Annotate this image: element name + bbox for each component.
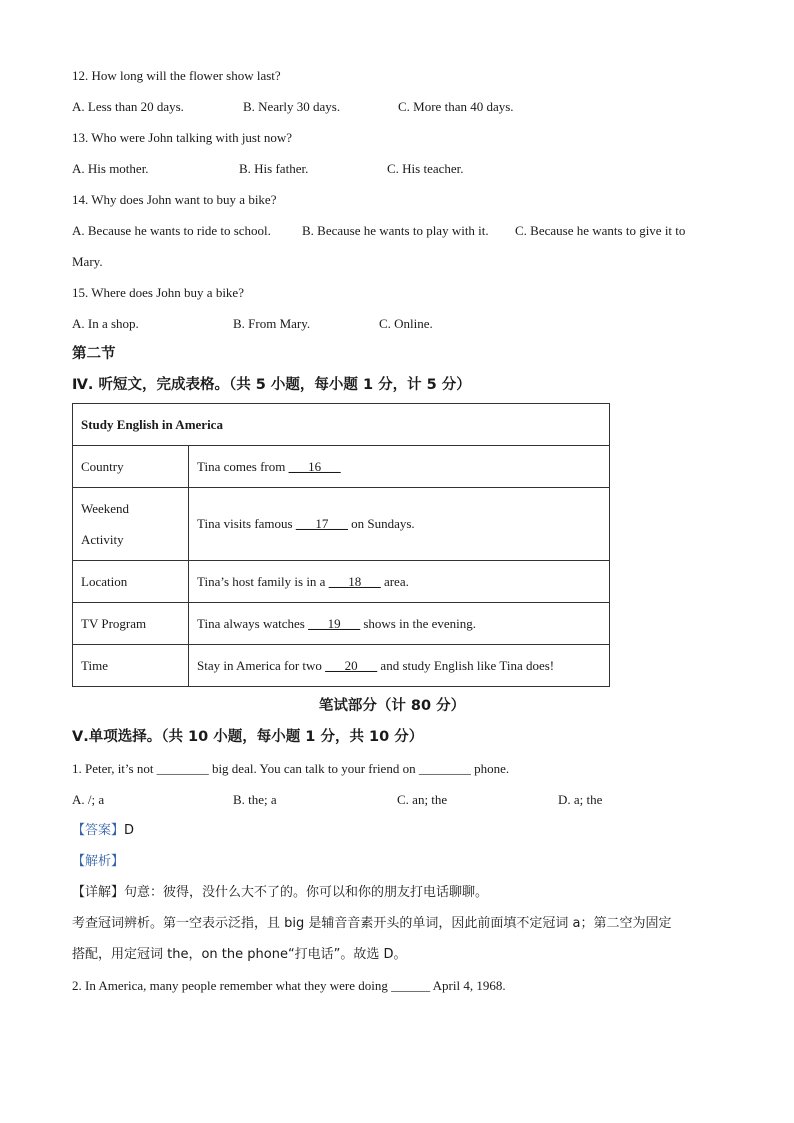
table-row: [73, 561, 610, 603]
row-text-after: on Sundays.: [347, 516, 415, 531]
option-15-b: B. From Mary.: [233, 316, 311, 331]
row-content-country: [189, 446, 610, 488]
question-15: 15. Where does John buy a bike?: [72, 285, 244, 300]
option-15-c: C. Online.: [379, 316, 433, 331]
options-14: [72, 215, 722, 246]
table-row: [73, 488, 610, 561]
option-13-a: A. His mother.: [72, 161, 149, 176]
table-row: [73, 645, 610, 687]
option-13-c: C. His teacher.: [387, 161, 464, 176]
option-14-b: B. Because he wants to play with it.: [302, 223, 489, 238]
question-13: 13. Who were John talking with just now?: [72, 130, 293, 145]
answer-value: D: [124, 823, 135, 838]
option-15-a: A. In a shop.: [72, 316, 139, 331]
detail-text: 句意：彼得，没什么大不了的。你可以和你的朋友打电话聊聊。: [124, 885, 489, 900]
explanation-line-2: 搭配，用定冠词 the，on the phone“打电话”。故选 D。: [72, 947, 407, 962]
question-12: 12. How long will the flower show last?: [72, 68, 281, 83]
option-1-c: C. an; the: [397, 792, 448, 807]
row-label-time: Time: [73, 645, 189, 687]
row-text: Tina always watches: [197, 615, 309, 631]
options-1: [72, 784, 722, 815]
option-1-b: B. the; a: [233, 792, 277, 807]
row-text-after: and study English like Tina does!: [377, 657, 555, 673]
blank-17[interactable]: ___17___: [295, 516, 348, 531]
row-content-tv-program: [189, 603, 610, 645]
blank-19[interactable]: ___19___: [308, 615, 361, 631]
section-2-heading: 第二节: [72, 346, 116, 362]
detail-line: [72, 877, 722, 908]
table-row: [73, 603, 610, 645]
option-12-a: A. Less than 20 days.: [72, 99, 184, 114]
row-label-country: Country: [73, 446, 189, 488]
option-12-b: B. Nearly 30 days.: [243, 99, 341, 114]
row-label-tv-program: TV Program: [73, 603, 189, 645]
options-15: [72, 308, 722, 339]
blank-20[interactable]: ___20___: [325, 657, 378, 673]
row-text: Stay in America for two: [197, 657, 326, 673]
question-1: 1. Peter, it’s not ________ big deal. You can talk to your friend on ________ phone.: [72, 761, 510, 776]
question-2: 2. In America, many people remember what they were doing ______ April 4, 1968.: [72, 978, 506, 993]
written-part-heading: 笔试部分（计 80 分）: [318, 698, 466, 714]
row-label-weekend-activity: [73, 488, 189, 561]
blank-18[interactable]: ___18___: [328, 573, 381, 589]
document-page: [72, 60, 722, 1001]
answer-label: 【答案】: [72, 823, 125, 838]
study-english-table: [72, 403, 610, 687]
row-text: Tina visits famous: [197, 516, 296, 531]
detail-label: 【详解】: [72, 885, 125, 900]
row-text-after: area.: [380, 573, 409, 589]
option-14-c-continuation: Mary.: [72, 254, 103, 269]
row-label-line-2: Activity: [81, 532, 124, 547]
row-content-location: [189, 561, 610, 603]
row-content-time: [189, 645, 610, 687]
answer-line: [72, 815, 722, 846]
row-text: Tina comes from: [197, 458, 289, 474]
row-text-after: shows in the evening.: [360, 615, 476, 631]
option-1-d: D. a; the: [558, 792, 603, 807]
question-14: 14. Why does John want to buy a bike?: [72, 192, 277, 207]
option-13-b: B. His father.: [239, 161, 309, 176]
table-title: Study English in America: [73, 404, 610, 446]
row-content-weekend-activity: [189, 488, 610, 561]
row-label-line-1: Weekend: [81, 501, 130, 516]
row-label-location: Location: [73, 561, 189, 603]
option-1-a: A. /; a: [72, 792, 105, 807]
table-row: [73, 446, 610, 488]
explanation-line-1: 考查冠词辨析。第一空表示泛指，且 big 是辅音音素开头的单词，因此前面填不定冠词 a；第二空为固定: [72, 916, 672, 931]
section-4-heading: Ⅳ. 听短文，完成表格。（共 5 小题，每小题 1 分，计 5 分）: [72, 377, 471, 393]
option-12-c: C. More than 40 days.: [398, 99, 514, 114]
analysis-label: 【解析】: [72, 854, 125, 869]
options-12: [72, 91, 722, 122]
option-14-c: C. Because he wants to give it to: [515, 223, 686, 238]
blank-16[interactable]: ___16___: [288, 458, 341, 474]
row-text: Tina’s host family is in a: [197, 573, 329, 589]
option-14-a: A. Because he wants to ride to school.: [72, 223, 271, 238]
options-13: [72, 153, 722, 184]
section-5-heading: Ⅴ.单项选择。（共 10 小题，每小题 1 分，共 10 分）: [72, 729, 424, 745]
